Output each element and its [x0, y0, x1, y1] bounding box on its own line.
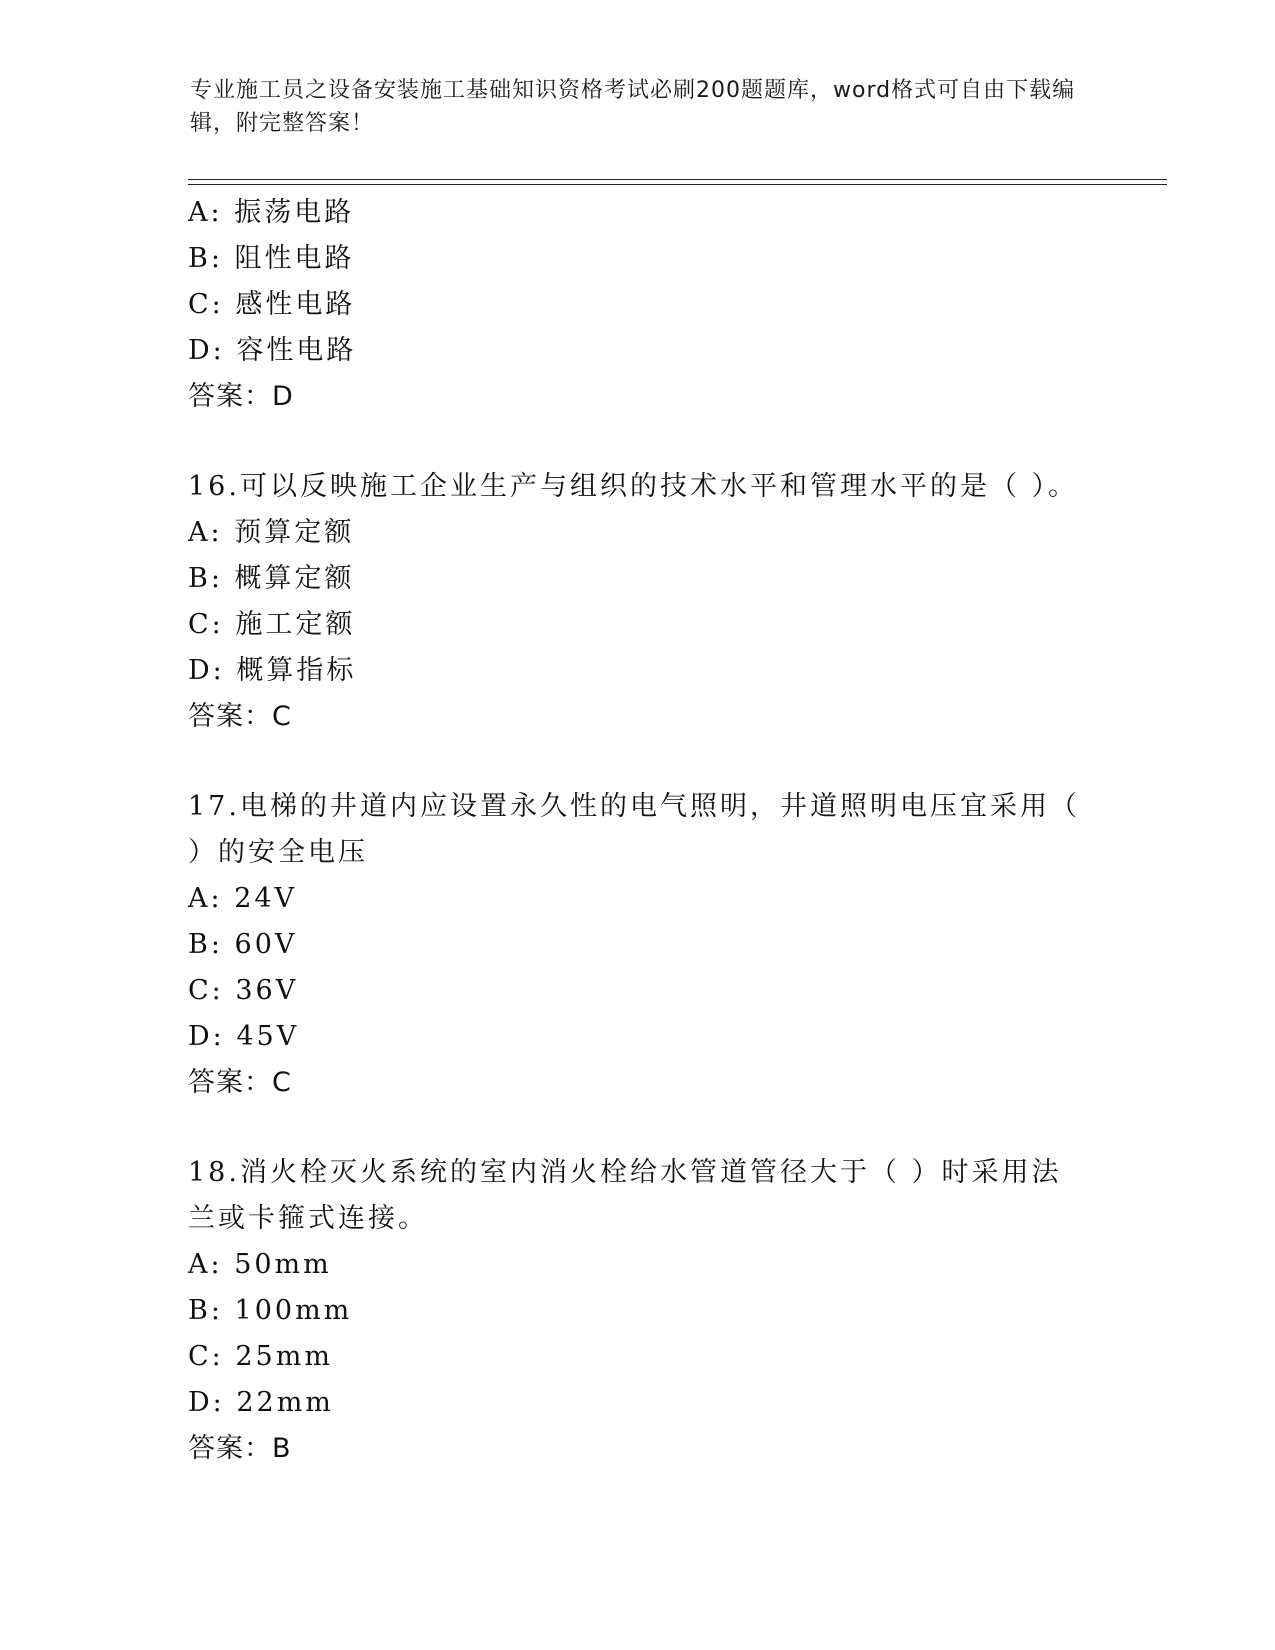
- option-text: 24V: [234, 883, 298, 914]
- option-a: [188, 190, 1088, 236]
- question-stem: 17.电梯的井道内应设置永久性的电气照明，井道照明电压宜采用（ ）的安全电压: [188, 791, 1080, 868]
- option-letter: C:: [188, 975, 224, 1006]
- option-letter: A:: [188, 883, 223, 914]
- option-text: 预算定额: [234, 517, 355, 548]
- answer-line: 答案：B: [188, 1433, 292, 1464]
- option-b: [188, 922, 1088, 968]
- answer-line: 答案：C: [188, 701, 292, 732]
- option-text: 概算定额: [234, 563, 355, 594]
- option-letter: A:: [188, 197, 223, 228]
- option-text: 振荡电路: [234, 197, 355, 228]
- option-d: [188, 1380, 1088, 1426]
- option-letter: C:: [188, 289, 224, 320]
- question-stem: 18.消火栓灭火系统的室内消火栓给水管道管径大于（ ）时采用法兰或卡箍式连接。: [188, 1157, 1062, 1234]
- option-letter: B:: [188, 929, 223, 960]
- option-letter: B:: [188, 1295, 223, 1326]
- option-text: 100mm: [234, 1295, 353, 1326]
- option-text: 容性电路: [236, 335, 357, 366]
- question-16: [188, 464, 1088, 740]
- option-d: [188, 1014, 1088, 1060]
- option-b: [188, 236, 1088, 282]
- option-letter: D:: [188, 655, 225, 686]
- question-15: [188, 190, 1088, 420]
- option-letter: D:: [188, 1387, 225, 1418]
- option-text: 25mm: [235, 1341, 333, 1372]
- question-17: [188, 784, 1088, 1106]
- option-a: [188, 510, 1088, 556]
- option-letter: B:: [188, 243, 223, 274]
- option-letter: D:: [188, 1021, 225, 1052]
- option-c: [188, 1334, 1088, 1380]
- option-b: [188, 556, 1088, 602]
- option-text: 60V: [234, 929, 298, 960]
- option-text: 施工定额: [235, 609, 356, 640]
- option-letter: A:: [188, 517, 223, 548]
- option-letter: B:: [188, 563, 223, 594]
- option-d: [188, 648, 1088, 694]
- option-c: [188, 602, 1088, 648]
- option-c: [188, 968, 1088, 1014]
- question-18: [188, 1150, 1088, 1472]
- option-text: 45V: [236, 1021, 300, 1052]
- answer-line: 答案：C: [188, 1067, 292, 1098]
- option-letter: C:: [188, 1341, 224, 1372]
- option-text: 概算指标: [236, 655, 357, 686]
- option-a: [188, 1242, 1088, 1288]
- option-letter: D:: [188, 335, 225, 366]
- option-c: [188, 282, 1088, 328]
- option-text: 感性电路: [235, 289, 356, 320]
- header-divider-top: [188, 179, 1167, 180]
- question-list: [188, 190, 1088, 1472]
- option-text: 阻性电路: [234, 243, 355, 274]
- option-a: [188, 876, 1088, 922]
- option-d: [188, 328, 1088, 374]
- option-text: 36V: [235, 975, 299, 1006]
- answer-line: 答案：D: [188, 381, 294, 412]
- option-text: 50mm: [234, 1249, 332, 1280]
- document-header: 专业施工员之设备安装施工基础知识资格考试必刷200题题库，word格式可自由下载编辑，附完整答案！: [190, 78, 1076, 136]
- header-divider-bottom: [188, 184, 1167, 185]
- option-text: 22mm: [236, 1387, 334, 1418]
- question-stem: 16.可以反映施工企业生产与组织的技术水平和管理水平的是（ ）。: [188, 471, 1079, 502]
- option-letter: A:: [188, 1249, 223, 1280]
- option-b: [188, 1288, 1088, 1334]
- option-letter: C:: [188, 609, 224, 640]
